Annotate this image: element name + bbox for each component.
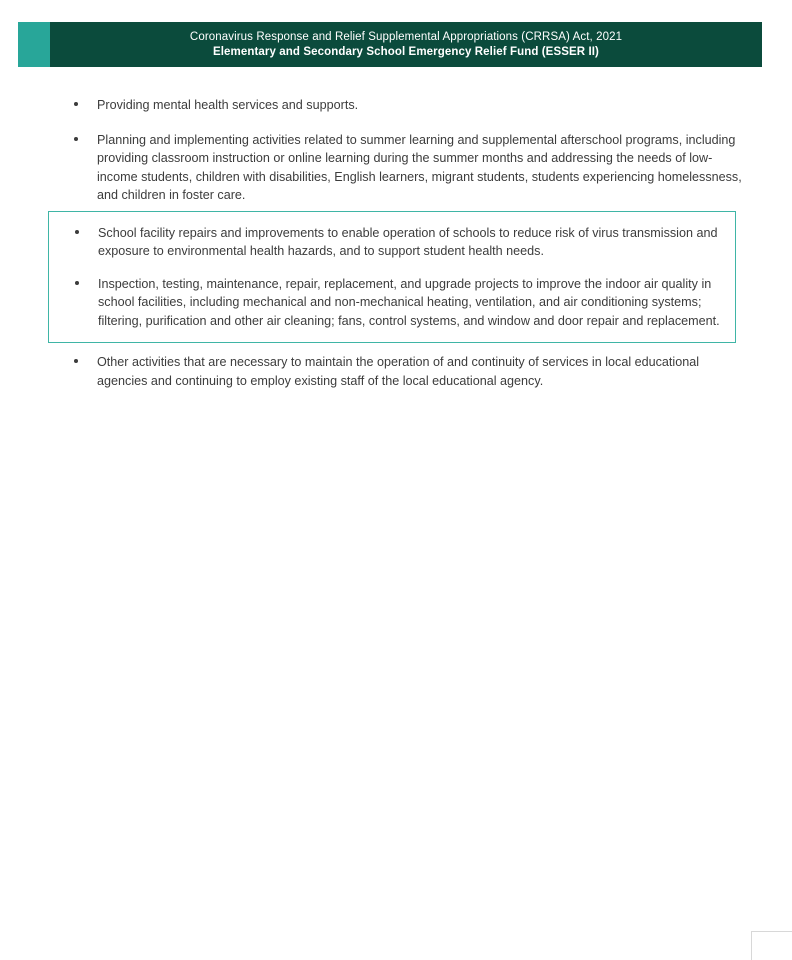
bullet-dot-icon [74, 102, 78, 106]
list-item-text: Providing mental health services and supports. [97, 98, 359, 112]
bullet-dot-icon [74, 137, 78, 141]
highlighted-callout-box [48, 211, 736, 344]
list-item-text: Planning and implementing activities related to summer learning and supplemental afterschool programs, including providing classroom instruction or online learning during the summer months and addressing the needs of low-income students, children with disabilities, English learners, migrant students, students experiencing homelessness, and children in foster care. [97, 132, 742, 202]
list-item-text: School facility repairs and improvements to enable operation of schools to reduce risk of virus transmission and exposure to environmental health hazards, and to support student health needs. [98, 225, 718, 258]
banner-accent-block [18, 22, 50, 67]
list-item-text: Inspection, testing, maintenance, repair, replacement, and upgrade projects to improve the indoor air quality in school facilities, including mechanical and non-mechanical heating, ventilation, and air conditioning systems; filtering, purification and other air cleaning; fans, control systems, and window and door repair and replacement. [98, 276, 720, 328]
bullet-list-bottom [48, 353, 748, 390]
document-body [48, 96, 748, 390]
list-item [49, 224, 727, 261]
bullet-list-highlighted [49, 224, 727, 331]
list-item [49, 275, 727, 331]
page-corner-fold [751, 931, 792, 960]
bullet-dot-icon [75, 281, 79, 285]
bullet-list-top [48, 96, 748, 205]
bullet-dot-icon [74, 359, 78, 363]
bullet-dot-icon [75, 230, 79, 234]
document-header-banner [18, 22, 762, 67]
list-item [48, 131, 748, 205]
banner-title-block [50, 22, 762, 67]
banner-act-title: Coronavirus Response and Relief Supplemental Appropriations (CRRSA) Act, 2021 [189, 30, 623, 43]
list-item [48, 353, 748, 390]
banner-fund-title: Elementary and Secondary School Emergency Relief Fund (ESSER II) [212, 45, 599, 58]
list-item [48, 96, 748, 115]
list-item-text: Other activities that are necessary to maintain the operation of and continuity of services in local educational agencies and continuing to employ existing staff of the local educational agency. [97, 355, 700, 388]
